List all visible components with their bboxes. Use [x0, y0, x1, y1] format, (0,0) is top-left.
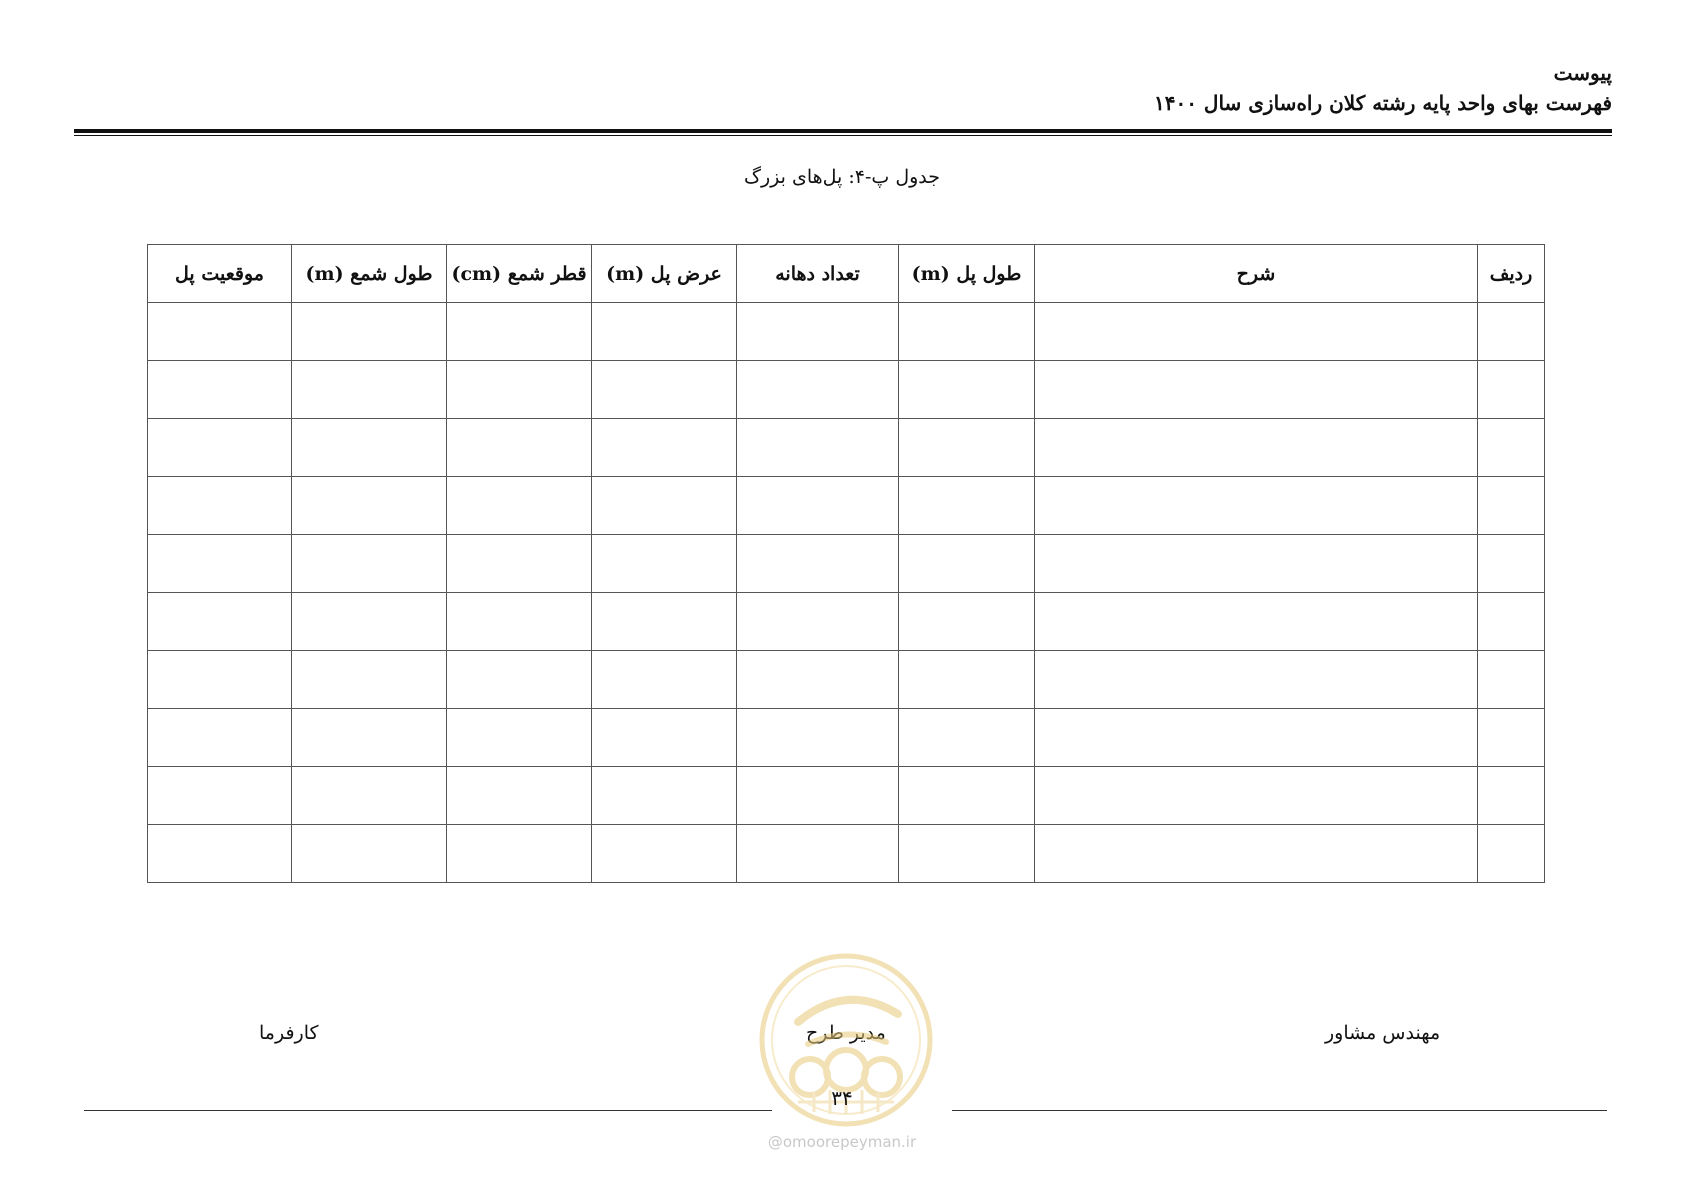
- col-header-bridge-width: عرض پل (m): [592, 245, 737, 303]
- table-row: [148, 825, 1545, 883]
- table-cell: [1035, 767, 1478, 825]
- table-cell: [292, 419, 447, 477]
- header-subtitle: فهرست بهای واحد پایه رشته کلان راه‌سازی سال ۱۴۰۰: [1154, 91, 1612, 115]
- table-row: [148, 651, 1545, 709]
- table-cell: [148, 361, 292, 419]
- table-row: [148, 477, 1545, 535]
- table-cell: [292, 593, 447, 651]
- col-header-row-number: ردیف: [1478, 245, 1545, 303]
- col-header-bridge-location: موقعیت پل: [148, 245, 292, 303]
- table-cell: [737, 303, 899, 361]
- table-cell: [148, 535, 292, 593]
- table-cell: [447, 477, 592, 535]
- col-header-bridge-length: طول پل (m): [899, 245, 1035, 303]
- table-cell: [592, 709, 737, 767]
- table-cell: [292, 535, 447, 593]
- table-cell: [447, 651, 592, 709]
- signature-project-manager: مدیر طرح: [806, 1022, 886, 1044]
- table-cell: [737, 477, 899, 535]
- table-cell: [899, 709, 1035, 767]
- table-body: [148, 303, 1545, 883]
- table-cell: [899, 651, 1035, 709]
- page-number: ۳۴: [831, 1086, 853, 1110]
- table-cell: [1035, 593, 1478, 651]
- table-cell: [1478, 651, 1545, 709]
- table-cell: [737, 709, 899, 767]
- table-row: [148, 709, 1545, 767]
- table-cell: [1035, 419, 1478, 477]
- col-header-description: شرح: [1035, 245, 1478, 303]
- header-rule-thin: [74, 135, 1612, 136]
- table-cell: [292, 361, 447, 419]
- table-cell: [447, 419, 592, 477]
- table-cell: [1478, 593, 1545, 651]
- table-cell: [737, 535, 899, 593]
- table-cell: [899, 477, 1035, 535]
- table-cell: [447, 825, 592, 883]
- table-cell: [1478, 477, 1545, 535]
- table-row: [148, 419, 1545, 477]
- footer-rule-left: [84, 1110, 772, 1111]
- table-cell: [592, 825, 737, 883]
- table-cell: [148, 477, 292, 535]
- table-cell: [292, 477, 447, 535]
- table-cell: [447, 709, 592, 767]
- table-cell: [899, 361, 1035, 419]
- table-cell: [1478, 361, 1545, 419]
- table-cell: [447, 767, 592, 825]
- header-title: پیوست: [1553, 61, 1612, 85]
- table-cell: [899, 419, 1035, 477]
- table-cell: [1478, 825, 1545, 883]
- table-header-row: [148, 245, 1545, 303]
- table-row: [148, 593, 1545, 651]
- table-cell: [1478, 709, 1545, 767]
- table-cell: [292, 709, 447, 767]
- table-cell: [899, 825, 1035, 883]
- table-cell: [148, 593, 292, 651]
- table-cell: [1478, 767, 1545, 825]
- table-cell: [1478, 303, 1545, 361]
- table-cell: [447, 593, 592, 651]
- table-cell: [1035, 825, 1478, 883]
- table-cell: [1035, 361, 1478, 419]
- table-cell: [592, 651, 737, 709]
- table-cell: [592, 361, 737, 419]
- bridges-table: [147, 244, 1545, 883]
- table-cell: [592, 477, 737, 535]
- table-row: [148, 767, 1545, 825]
- table-cell: [1035, 477, 1478, 535]
- table-cell: [292, 767, 447, 825]
- table-cell: [899, 303, 1035, 361]
- table-cell: [737, 361, 899, 419]
- table-cell: [148, 419, 292, 477]
- table-cell: [447, 303, 592, 361]
- table-cell: [592, 419, 737, 477]
- table-cell: [592, 535, 737, 593]
- table-cell: [1478, 419, 1545, 477]
- table-cell: [292, 651, 447, 709]
- signature-employer: کارفرما: [259, 1022, 319, 1044]
- table-cell: [592, 303, 737, 361]
- table-row: [148, 361, 1545, 419]
- table-cell: [292, 825, 447, 883]
- table-cell: [899, 593, 1035, 651]
- table-cell: [899, 767, 1035, 825]
- col-header-pile-length: طول شمع (m): [292, 245, 447, 303]
- table-cell: [737, 825, 899, 883]
- table-cell: [1478, 535, 1545, 593]
- table-caption: جدول پ-۴: پل‌های بزرگ: [743, 166, 941, 188]
- table-cell: [592, 593, 737, 651]
- table-cell: [148, 303, 292, 361]
- table-cell: [148, 767, 292, 825]
- table-cell: [899, 535, 1035, 593]
- signature-consultant: مهندس مشاور: [1325, 1022, 1441, 1044]
- table-cell: [737, 767, 899, 825]
- table-row: [148, 535, 1545, 593]
- table-cell: [148, 825, 292, 883]
- table-cell: [447, 535, 592, 593]
- table-cell: [737, 593, 899, 651]
- table-row: [148, 303, 1545, 361]
- table-cell: [148, 709, 292, 767]
- table-cell: [148, 651, 292, 709]
- table-cell: [737, 651, 899, 709]
- table-cell: [1035, 651, 1478, 709]
- table-cell: [292, 303, 447, 361]
- watermark-text: @omoorepeyman.ir: [767, 1133, 917, 1151]
- table-cell: [737, 419, 899, 477]
- table-cell: [1035, 709, 1478, 767]
- table-cell: [1035, 303, 1478, 361]
- header-rule-thick: [74, 129, 1612, 133]
- footer-rule-right: [952, 1110, 1607, 1111]
- table-cell: [1035, 535, 1478, 593]
- col-header-pile-diameter: قطر شمع (cm): [447, 245, 592, 303]
- table-cell: [447, 361, 592, 419]
- document-header: [1154, 58, 1612, 118]
- table-cell: [592, 767, 737, 825]
- col-header-span-count: تعداد دهانه: [737, 245, 899, 303]
